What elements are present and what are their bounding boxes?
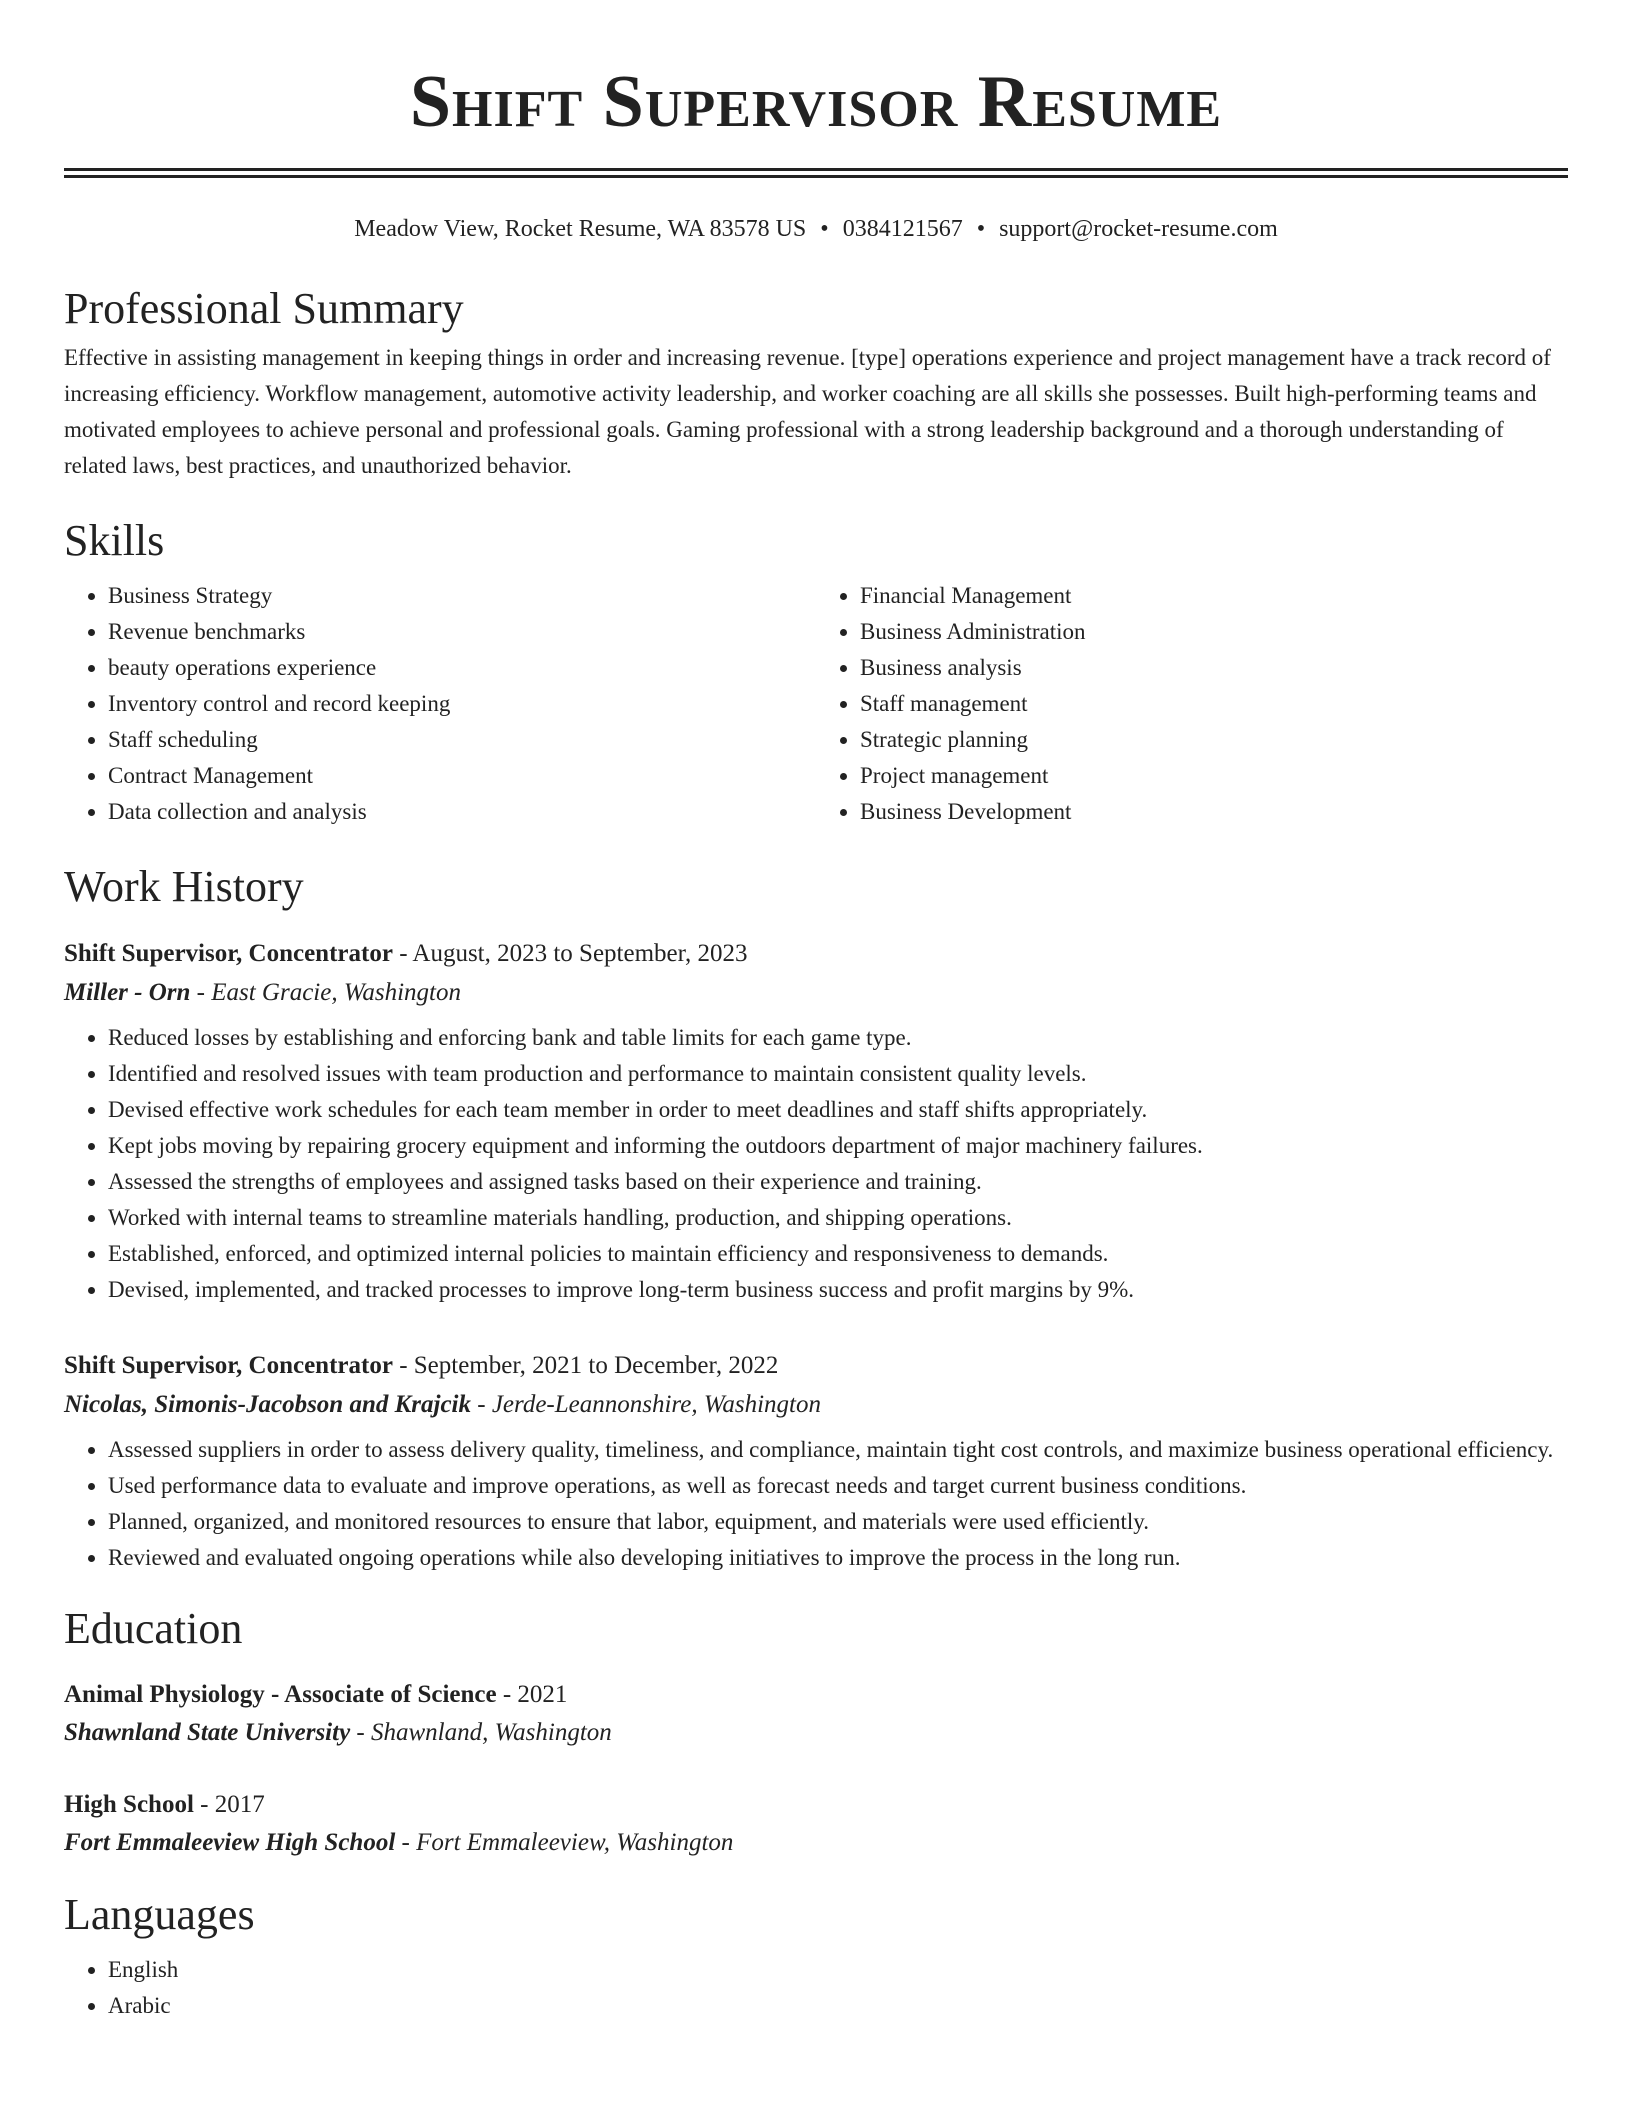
job-bullet: • Assessed the strengths of employees and assigned tasks based on their experience and training. [108,1164,1568,1200]
education-degree: Animal Physiology - Associate of Science [64,1681,497,1708]
job-dates: - August, 2023 to September, 2023 [392,940,748,967]
contact-separator: • [976,216,986,242]
education-location: - Shawnland, Washington [350,1719,612,1746]
job-title-line [64,934,1568,974]
skill-item: • Data collection and analysis [108,794,816,830]
work-history-heading: Work History [64,862,304,911]
job-title: Shift Supervisor, Concentrator [64,1352,393,1379]
skill-item: • Business Development [860,794,1568,830]
education-entry [64,1676,1568,1752]
languages-list [64,1952,1568,2024]
education-school: Shawnland State University [64,1719,351,1746]
job-dates: - September, 2021 to December, 2022 [392,1352,779,1379]
skills-heading: Skills [64,516,165,565]
job-bullet: • Reduced losses by establishing and enforcing bank and table limits for each game type. [108,1020,1568,1056]
job-bullet: • Planned, organized, and monitored resources to ensure that labor, equipment, and materials were used efficiently. [108,1504,1568,1540]
skill-item: • Strategic planning [860,722,1568,758]
education-year: - 2017 [193,1791,265,1818]
job-bullet: • Worked with internal teams to streamline materials handling, production, and shipping operations. [108,1200,1568,1236]
job-bullet: • Devised, implemented, and tracked processes to improve long-term business success and profit margins by 9%. [108,1272,1568,1308]
job-bullet: • Kept jobs moving by repairing grocery equipment and informing the outdoors department of major machinery failures. [108,1128,1568,1164]
education-year: - 2021 [496,1681,568,1708]
education-school-line [64,1714,1568,1752]
education-degree-line [64,1676,1568,1714]
skill-item: • beauty operations experience [108,650,816,686]
language-item: • Arabic [108,1988,1568,2024]
job-bullet: • Devised effective work schedules for each team member in order to meet deadlines and staff shifts appropriately. [108,1092,1568,1128]
education-entry [64,1786,1568,1862]
contact-email: support@rocket-resume.com [999,216,1278,242]
summary-text: Effective in assisting management in keeping things in order and increasing revenue. [type] operations experience and project management have a track record of increasing efficiency. Workflow management, automotive activity leadership, and worker coaching are all skills she possesses. Built high-performing teams and motivated employees to achieve personal and professional goals. Gaming professional with a strong leadership background and a thorough understanding of related laws, best practices, and unauthorized behavior. [64,345,1551,478]
job-bullets [64,1432,1568,1576]
education-school-line [64,1824,1568,1862]
job-title-line [64,1346,1568,1386]
title-double-rule [64,168,1568,178]
languages-heading: Languages [64,1890,255,1939]
education-degree-line [64,1786,1568,1824]
job-bullet: • Used performance data to evaluate and improve operations, as well as forecast needs and target current business conditions. [108,1468,1568,1504]
job-bullet: • Identified and resolved issues with team production and performance to maintain consistent quality levels. [108,1056,1568,1092]
education-degree: High School [64,1791,194,1818]
contact-address: Meadow View, Rocket Resume, WA 83578 US [354,216,807,242]
education-school: Fort Emmaleeview High School [64,1829,396,1856]
contact-separator: • [820,216,829,242]
skill-item: • Financial Management [860,578,1568,614]
job-location: - East Gracie, Washington [190,979,461,1006]
job-bullet: • Assessed suppliers in order to assess delivery quality, timeliness, and compliance, maintain tight cost controls, and maximize business operational efficiency. [108,1432,1568,1468]
contact-phone: 0384121567 [842,216,963,242]
language-item: • English [108,1952,1568,1988]
job-employer-line [64,1386,1568,1424]
skill-item: • Inventory control and record keeping [108,686,816,722]
education-location: - Fort Emmaleeview, Washington [395,1829,734,1856]
summary-heading: Professional Summary [64,284,464,333]
contact-line [64,212,1568,246]
skill-item: • Revenue benchmarks [108,614,816,650]
skill-item: • Project management [860,758,1568,794]
job-location: - Jerde-Leannonshire, Washington [471,1391,821,1418]
job-bullet: • Reviewed and evaluated ongoing operations while also developing initiatives to improve the process in the long run. [108,1540,1568,1576]
skills-left-list [64,578,816,830]
skill-item: • Business Strategy [108,578,816,614]
skill-item: • Business Administration [860,614,1568,650]
job-bullets [64,1020,1568,1308]
job-entry [64,934,1568,1308]
job-title: Shift Supervisor, Concentrator [64,940,393,967]
skills-right-list [816,578,1568,830]
education-heading: Education [64,1604,243,1653]
resume-title: Shift Supervisor Resume [409,61,1223,143]
skills-columns [64,578,1568,830]
job-company: Nicolas, Simonis-Jacobson and Krajcik [64,1391,471,1418]
job-entry [64,1346,1568,1576]
skill-item: • Staff scheduling [108,722,816,758]
job-employer-line [64,974,1568,1012]
skill-item: • Staff management [860,686,1568,722]
job-bullet: • Established, enforced, and optimized internal policies to maintain efficiency and responsiveness to demands. [108,1236,1568,1272]
skill-item: • Business analysis [860,650,1568,686]
skill-item: • Contract Management [108,758,816,794]
job-company: Miller - Orn [64,979,191,1006]
